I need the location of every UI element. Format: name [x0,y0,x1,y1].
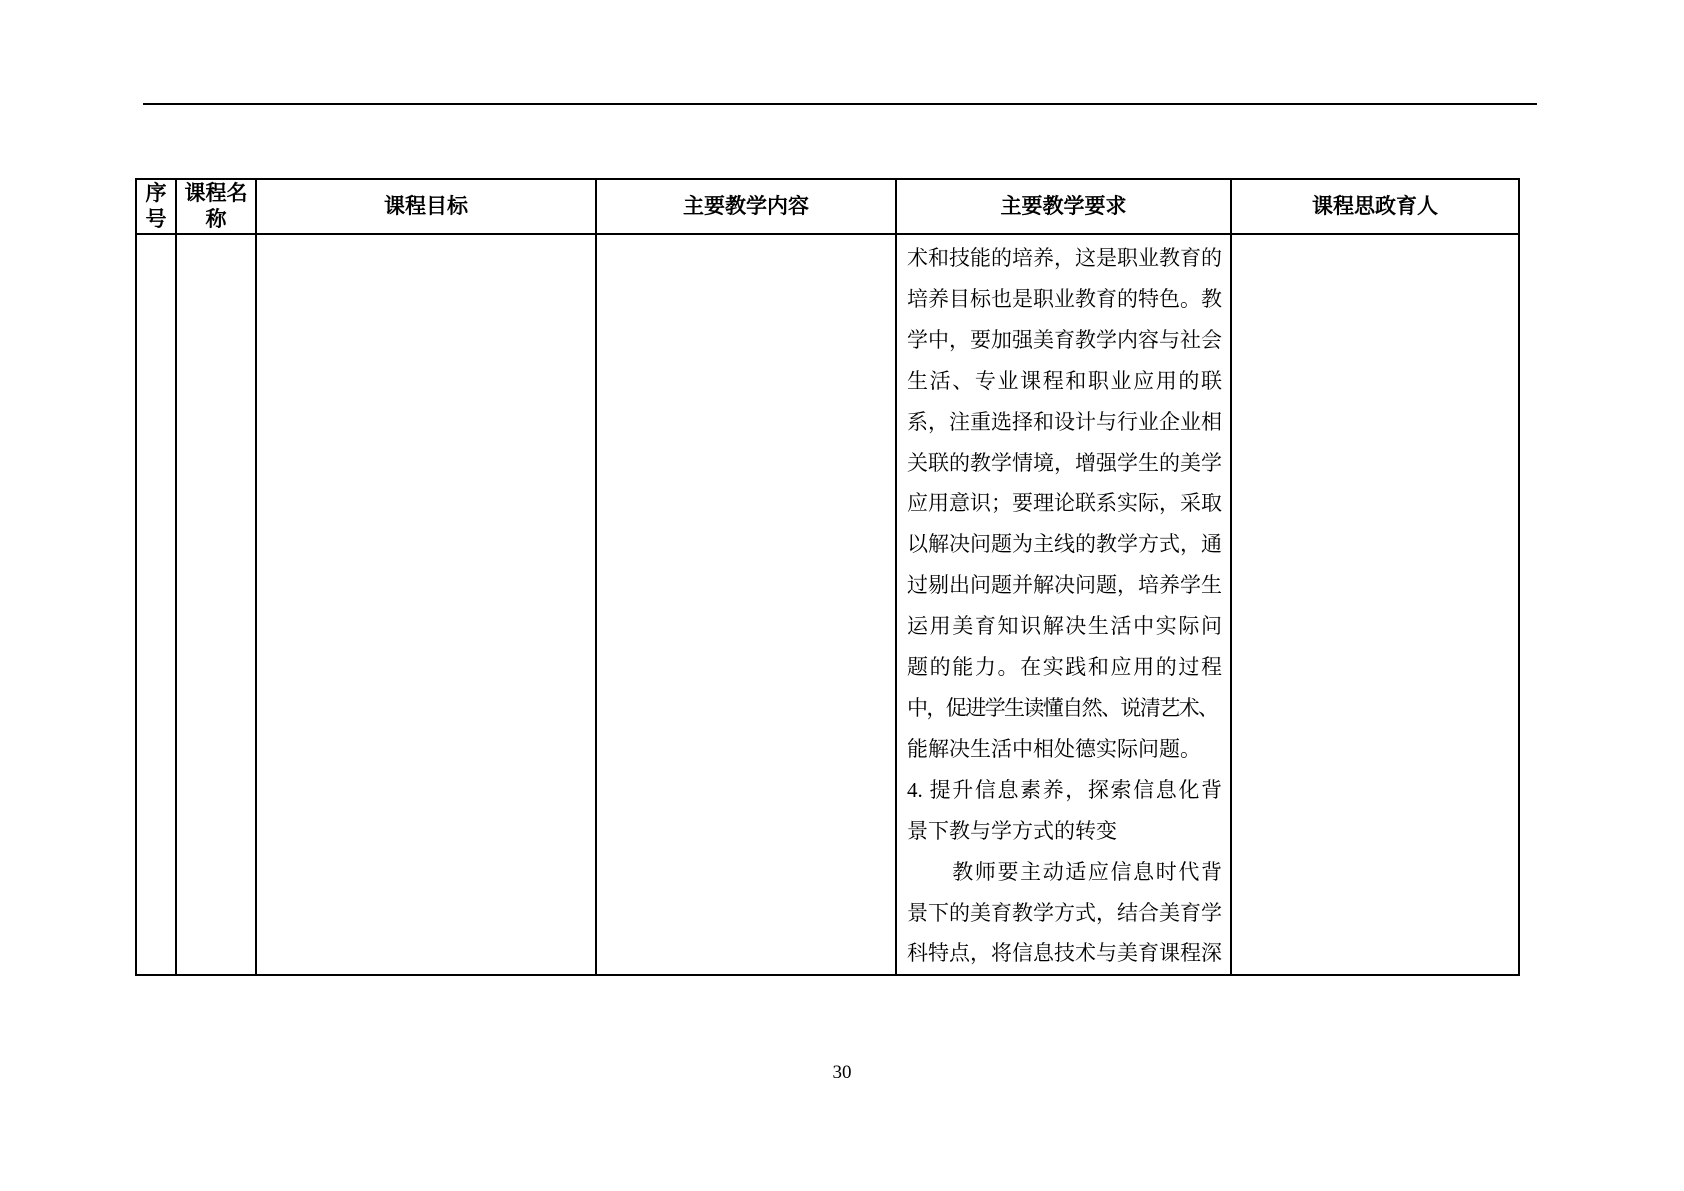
text-line: 学中，要加强美育教学内容与社会 [907,327,1222,352]
text-line: 以解决问题为主线的教学方式，通 [907,532,1222,557]
text-line: 能解决生活中相处德实际问题。 [907,736,1201,761]
text-line: 题的能力。在实践和应用的过程 [907,655,1222,680]
text-line: 中，促进学生读懂自然、说清艺术、 [907,695,1218,720]
col-header-ideological-education: 课程思政育人 [1231,179,1519,234]
text-line: 培养目标也是职业教育的特色。教 [907,286,1222,311]
text-line: 运用美育知识解决生活中实际问 [907,614,1222,639]
col-header-teaching-content: 主要教学内容 [596,179,896,234]
text-line: 景下的美育教学方式，结合美育学 [907,900,1222,925]
body-cell-teaching-requirements [896,234,1231,975]
text-line: 生活、专业课程和职业应用的联 [907,368,1222,393]
text-line: 科特点，将信息技术与美育课程深 [907,941,1222,966]
page-top-rule [143,103,1537,105]
text-line: 教师要主动适应信息时代背 [907,859,1222,884]
table-body-row [136,234,1519,975]
body-cell-teaching-content [596,234,896,975]
teaching-requirements-text [907,238,1222,974]
body-cell-course-name [176,234,256,975]
text-line: 系，注重选择和设计与行业企业相 [907,409,1222,434]
body-cell-number [136,234,176,975]
table-header-row [136,179,1519,234]
col-header-teaching-requirements: 主要教学要求 [896,179,1231,234]
text-line: 景下教与学方式的转变 [907,818,1117,843]
text-line: 关联的教学情境，增强学生的美学 [907,450,1222,475]
page-number: 30 [832,1062,852,1083]
courses-table [135,178,1520,976]
text-line: 过剔出问题并解决问题，培养学生 [907,573,1222,598]
text-line: 应用意识；要理论联系实际，采取 [907,491,1222,516]
body-cell-course-objectives [256,234,596,975]
col-header-course-objectives: 课程目标 [256,179,596,234]
text-line: 术和技能的培养，这是职业教育的 [907,246,1222,270]
col-header-course-name: 课程名称 [176,179,256,234]
col-header-number: 序号 [136,179,176,234]
body-cell-ideological-education [1231,234,1519,975]
text-line: 4. 提升信息素养，探索信息化背 [907,777,1222,802]
